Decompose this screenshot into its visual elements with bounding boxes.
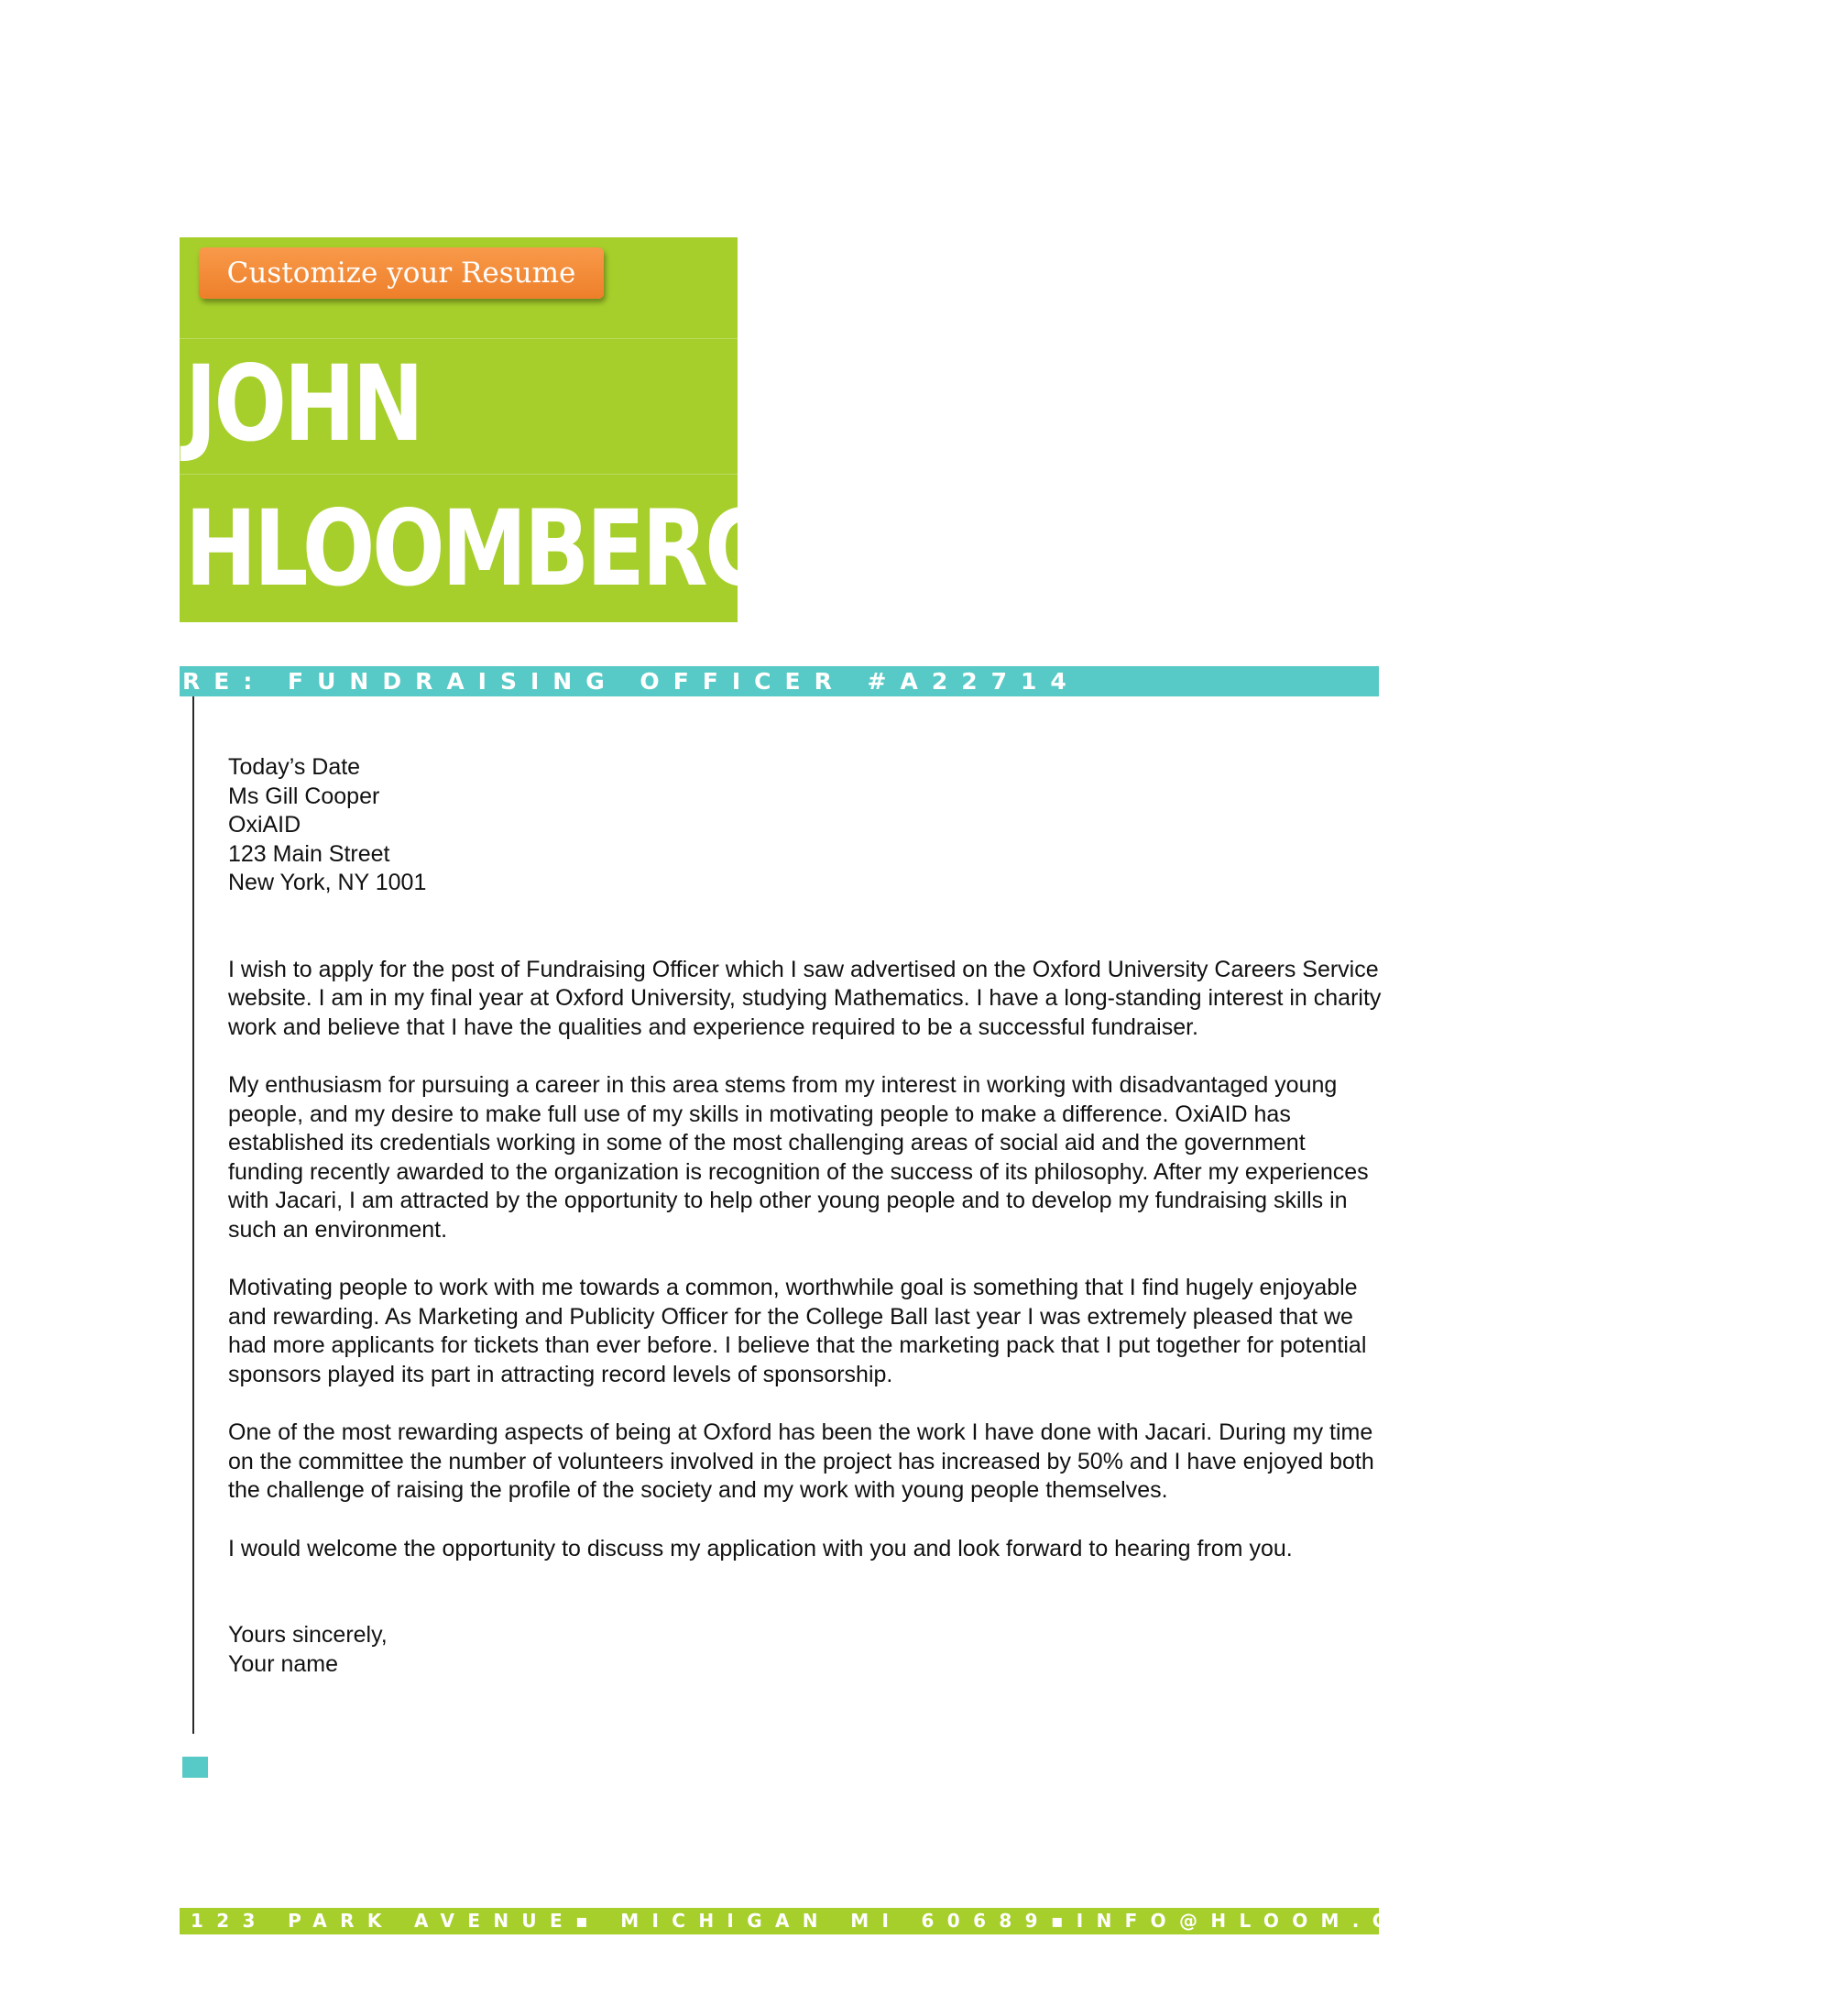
- vertical-rule: [192, 696, 194, 1734]
- teal-accent-square: [182, 1757, 208, 1778]
- contact-footer-bar: [180, 1908, 1826, 1934]
- body-paragraph: I would welcome the opportunity to discuss my application with you and look forward to hearing from you.: [228, 1535, 1293, 1561]
- customize-resume-button[interactable]: Customize your Resume: [199, 247, 604, 299]
- closing-salutation: Yours sincerely,: [228, 1622, 388, 1648]
- body-paragraph: My enthusiasm for pursuing a career in this area stems from my interest in working with disadvantaged young people, and my desire to make full use of my skills in motivating people to make a difference. OxiAID has established its credentials working in some of the most challenging areas of social aid and the government funding recently awarded to the organization is recognition of the success of its philosophy. After my experiences with Jacari, I am attracted by the opportunity to help other young people and to develop my fundraising skills in such an environment.: [228, 1072, 1369, 1243]
- last-name: HLOOMBERG: [185, 488, 772, 609]
- letter-date: Today’s Date: [228, 754, 361, 780]
- name-header-block: [180, 237, 772, 622]
- body-paragraph: I wish to apply for the post of Fundraising Officer which I saw advertised on the Oxford University Careers Service website. I am in my final year at Oxford University, studying Mathematics. I have a long-standing interest in charity work and believe that I have the qualities and experience required to be a successful fundraiser.: [228, 956, 1382, 1040]
- letter-paragraphs: [228, 956, 1384, 1564]
- header-divider: [180, 474, 738, 475]
- recipient-city: New York, NY 1001: [228, 870, 427, 895]
- recipient-street: 123 Main Street: [228, 840, 390, 867]
- subject-line: RE: FUNDRAISING OFFICER #A22714: [182, 668, 1080, 695]
- body-paragraph: One of the most rewarding aspects of being at Oxford has been the work I have done with Jacari. During my time on the committee the number of volunteers involved in the project has increased by 50% and I have enjoyed both the challenge of raising the profile of the society and my work with young people themselves.: [228, 1419, 1374, 1503]
- contact-details: 123 PARK AVENUE▪ MICHIGAN MI 60689▪INFO@HLOOM.COM▪(123) 456 7899: [191, 1910, 1826, 1932]
- closing-signature: Your name: [228, 1650, 338, 1677]
- recipient-address: [228, 753, 1384, 898]
- recipient-name: Ms Gill Cooper: [228, 783, 380, 809]
- first-name: JOHN: [185, 343, 421, 465]
- header-divider: [180, 338, 738, 339]
- recipient-company: OxiAID: [228, 812, 301, 838]
- subject-bar: [180, 666, 1379, 696]
- body-paragraph: Motivating people to work with me towards a common, worthwhile goal is something that I find hugely enjoyable and rewarding. As Marketing and Publicity Officer for the College Ball last year I was extremely pleased that we had more applicants for tickets than ever before. I believe that the marketing pack that I put together for potential sponsors played its part in attracting record levels of sponsorship.: [228, 1275, 1367, 1387]
- letter-body: [228, 753, 1384, 1679]
- letter-closing: [228, 1621, 1384, 1679]
